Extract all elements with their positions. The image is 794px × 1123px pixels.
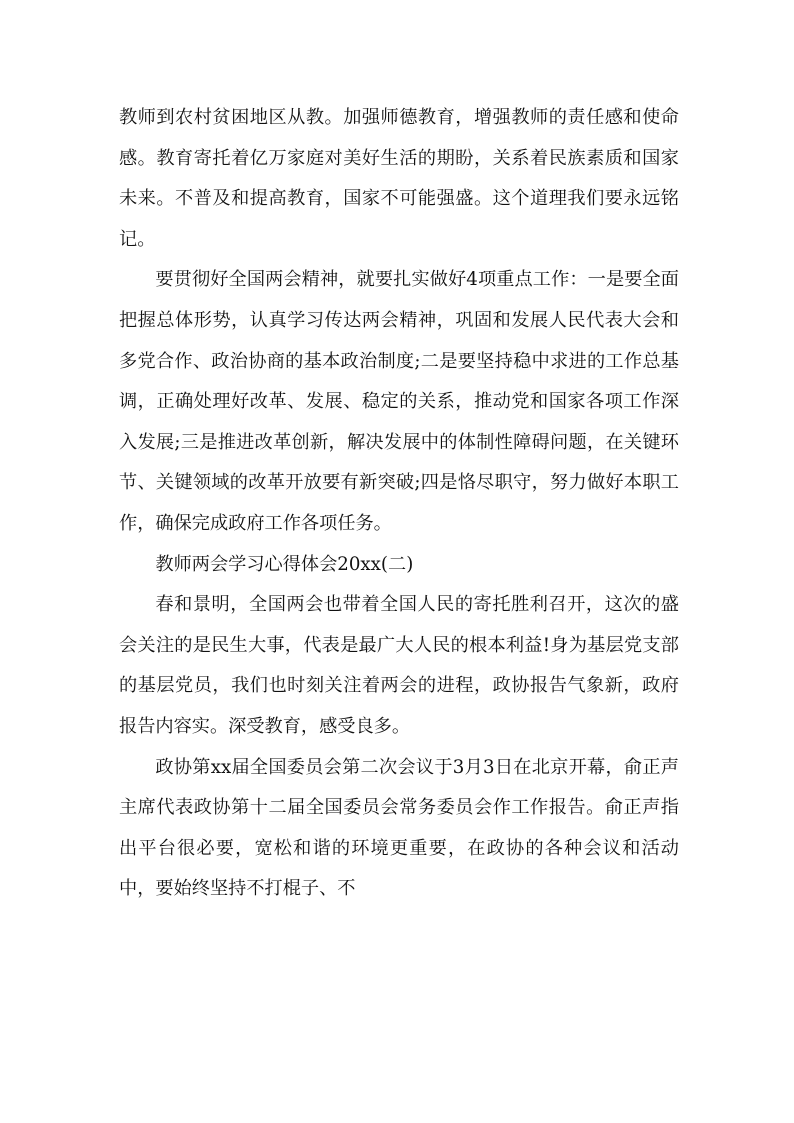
section-heading: 教师两会学习心得体会20xx(二)	[155, 553, 414, 575]
paragraph-education-responsibility: 教师到农村贫困地区从教。加强师德教育，增强教师的责任感和使命感。教育寄托着亿万家庭对美好生活的期盼，关系着民族素质和国家未来。不普及和提高教育，国家不可能强盛。这个道理我们要永远铭记。	[119, 107, 679, 250]
paragraph-four-key-tasks: 要贯彻好全国两会精神，就要扎实做好4项重点工作：一是要全面把握总体形势，认真学习传达两会精神，巩固和发展人民代表大会和多党合作、政治协商的基本政治制度;二是要坚持稳中求进的工作总基调，正确处理好改革、发展、稳定的关系，推动党和国家各项工作深入发展;三是推进改革创新，解决发展中的体制性障碍问题，在关键环节、关键领域的改革开放要有新突破;四是恪尽职守，努力做好本职工作，确保完成政府工作各项任务。	[119, 269, 679, 534]
document-body	[119, 98, 679, 910]
paragraph-two-sessions-opening: 春和景明，全国两会也带着全国人民的寄托胜利召开，这次的盛会关注的是民生大事，代表是最广大人民的根本利益!身为基层党支部的基层党员，我们也时刻关注着两会的进程，政协报告气象新，政府报告内容实。深受教育，感受良多。	[119, 594, 679, 737]
paragraph-cppcc-report: 政协第xx届全国委员会第二次会议于3月3日在北京开幕，俞正声主席代表政协第十二届全国委员会常务委员会作工作报告。俞正声指出平台很必要，宽松和谐的环境更重要，在政协的各种会议和活动中，要始终坚持不打棍子、不	[119, 756, 679, 900]
